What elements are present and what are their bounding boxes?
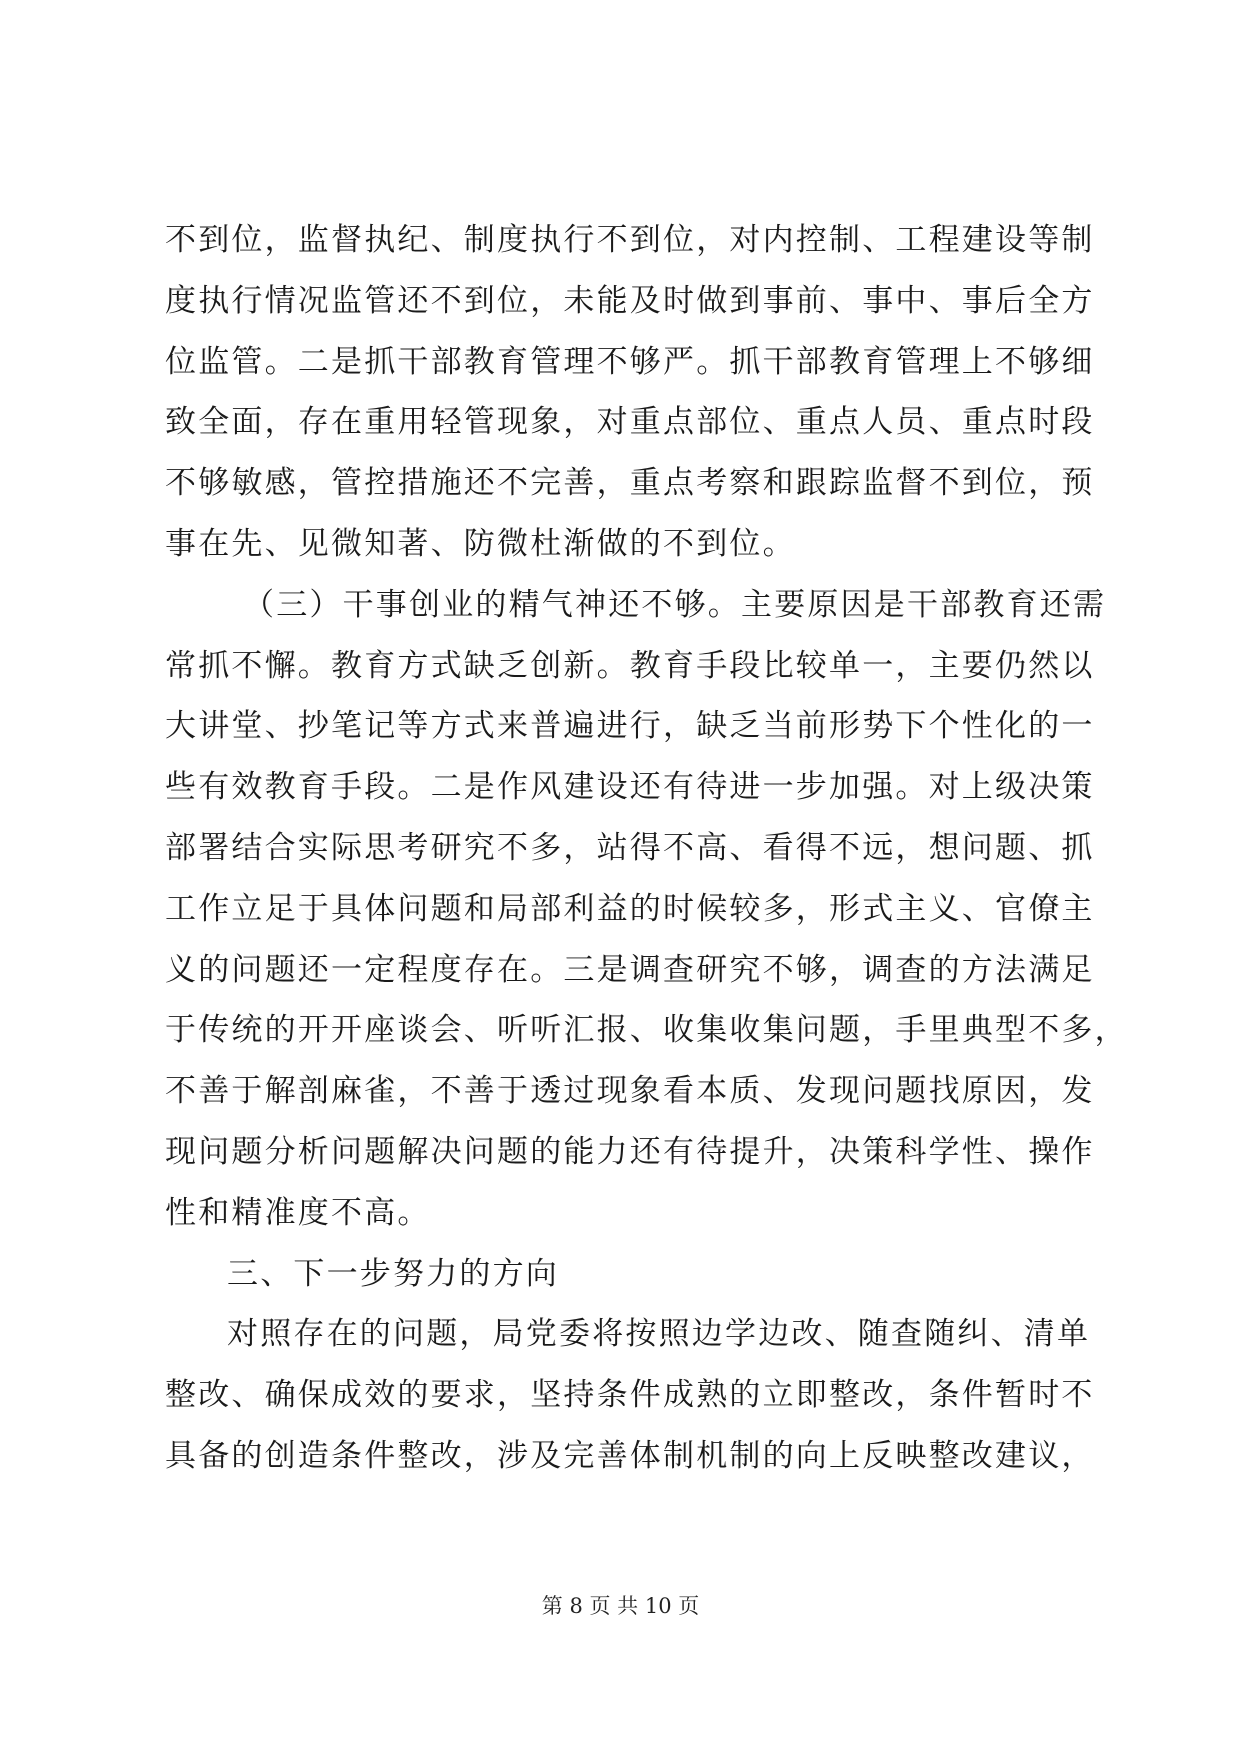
section-heading: 三、下一步努力的方向 [227,1255,559,1292]
section-heading-line: （三）干事创业的精气神还不够。主要原因是干部教育还需 [243,586,1107,623]
text-line: 具备的创造条件整改，涉及完善体制机制的向上反映整改建议， [165,1437,1095,1474]
text-line: 事在先、见微知著、防微杜渐做的不到位。 [165,525,796,562]
page-number-footer: 第 8 页 共 10 页 [541,1594,700,1618]
text-line: 大讲堂、抄笔记等方式来普遍进行，缺乏当前形势下个性化的一 [165,708,1095,745]
text-line: 于传统的开开座谈会、听听汇报、收集收集问题，手里典型不多， [165,1012,1128,1049]
text-line: 工作立足于具体问题和局部利益的时候较多，形式主义、官僚主 [165,890,1095,927]
text-line: 不善于解剖麻雀，不善于透过现象看本质、发现问题找原因，发 [165,1073,1095,1110]
text-line: 些有效教育手段。二是作风建设还有待进一步加强。对上级决策 [165,769,1095,806]
text-line: 整改、确保成效的要求，坚持条件成熟的立即整改，条件暂时不 [165,1377,1095,1414]
text-line: 性和精准度不高。 [165,1194,431,1231]
text-line: 常抓不懈。教育方式缺乏创新。教育手段比较单一，主要仍然以 [165,647,1095,684]
text-line: 现问题分析问题解决问题的能力还有待提升，决策科学性、操作 [165,1133,1095,1170]
text-line: 位监管。二是抓干部教育管理不够严。抓干部教育管理上不够细 [165,343,1095,380]
text-line: 致全面，存在重用轻管现象，对重点部位、重点人员、重点时段 [165,404,1095,441]
text-line: 不够敏感，管控措施还不完善，重点考察和跟踪监督不到位，预 [165,465,1095,502]
paragraph-first-line: 对照存在的问题，局党委将按照边学边改、随查随纠、清单 [227,1316,1091,1353]
text-line: 度执行情况监管还不到位，未能及时做到事前、事中、事后全方 [165,282,1095,319]
text-line: 部署结合实际思考研究不多，站得不高、看得不远，想问题、抓 [165,829,1095,866]
text-line: 不到位，监督执纪、制度执行不到位，对内控制、工程建设等制 [165,222,1095,258]
text-line: 义的问题还一定程度存在。三是调查研究不够，调查的方法满足 [165,951,1095,988]
document-body [165,210,1128,1487]
